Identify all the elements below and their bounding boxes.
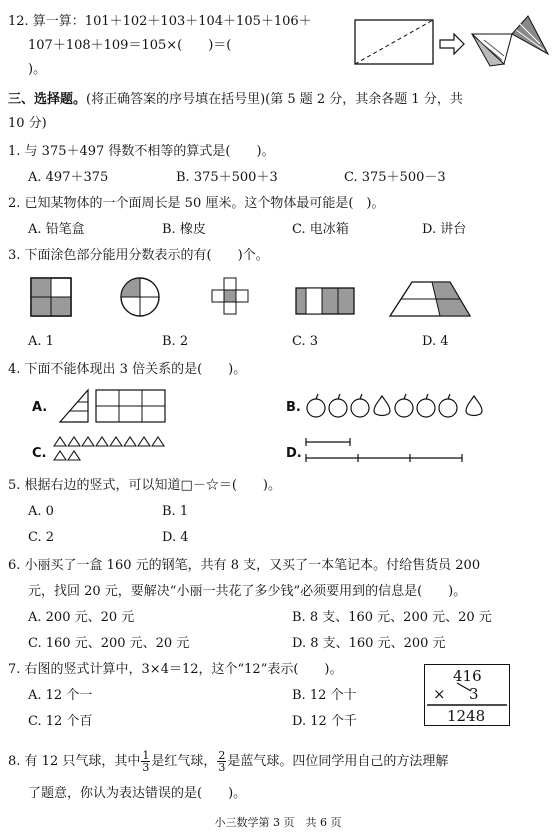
q8-text-mid: 是红气球，	[151, 753, 217, 769]
q3-option-b: B. 2	[162, 334, 189, 349]
q7-option-d: D. 12 个千	[292, 714, 357, 729]
q3-stem: 3. 下面涂色部分能用分数表示的有( )个。	[8, 248, 269, 263]
q8-fraction-blue-numerator: 2	[218, 749, 226, 762]
q1-option-b: B. 375＋500＋3	[176, 170, 278, 185]
q2-option-d: D. 讲台	[422, 222, 467, 237]
q3-shape-square	[31, 278, 71, 316]
q1-option-c: C. 375＋500－3	[344, 170, 446, 185]
q2-stem: 2. 已知某物体的一个面周长是 50 厘米。这个物体最可能是( )。	[8, 196, 385, 211]
q3-option-c: C. 3	[292, 334, 319, 349]
q4-b-fruits	[306, 392, 492, 420]
q3-shape-cross	[212, 278, 248, 314]
q5-option-d: D. 4	[162, 530, 189, 545]
q4-a-figure	[58, 388, 168, 426]
section3-title: 三、选择题。	[8, 92, 87, 107]
q3-shape-rectangle	[296, 288, 354, 314]
section3-desc: (将正确答案的序号填在括号里)(第 5 题 2 分，其余各题 1 分，共	[86, 92, 463, 107]
q12-line2: 107＋108＋109＝105×( )＝(	[28, 38, 258, 53]
page-footer: 小三数学第 3 页 共 6 页	[214, 816, 342, 829]
q8-text-pre: 8. 有 12 只气球，其中	[8, 753, 141, 769]
q2-option-b: B. 橡皮	[162, 222, 206, 237]
q3-option-a: A. 1	[28, 334, 54, 349]
q2-option-c: C. 电冰箱	[292, 222, 349, 237]
q5-option-b: B. 1	[162, 504, 189, 519]
q1-stem: 1. 与 375＋497 得数不相等的算式是( )。	[8, 144, 275, 159]
q8-fraction-blue-denominator: 3	[218, 761, 226, 774]
q5-stem: 5. 根据右边的竖式，可以知道□－☆＝( )。	[8, 478, 281, 493]
q12-rectangle-figure	[354, 14, 550, 70]
q8-text-post: 是蓝气球。四位同学用自己的方法理解	[227, 753, 449, 769]
section3-heading	[8, 92, 463, 108]
q6-option-c: C. 160 元、200 元、20 元	[28, 636, 190, 651]
q7-times-sign: ×	[433, 685, 446, 703]
q4-stem: 4. 下面不能体现出 3 倍关系的是( )。	[8, 362, 247, 377]
q4-c-triangles	[54, 436, 170, 464]
q6-line1: 6. 小丽买了一盒 160 元的钢笔，共有 8 支，又买了一本笔记本。付给售货员 200	[8, 558, 481, 573]
q12-line1: 12. 算一算：101＋102＋103＋104＋105＋106＋	[8, 14, 312, 29]
q3-option-d: D. 4	[422, 334, 449, 349]
q7-multiplicand: 416	[453, 667, 482, 685]
q8-fraction-red	[141, 750, 150, 773]
q7-multiplier: 3	[469, 685, 479, 703]
q3-shape-circle	[121, 278, 159, 316]
q6-line2: 元，找回 20 元，要解决“小丽一共花了多少钱”必须要用到的信息是( )。	[28, 584, 467, 599]
q4-label-b: B.	[286, 400, 301, 415]
section3-desc2: 10 分)	[8, 116, 47, 131]
q4-d-segments	[304, 434, 464, 464]
q8-fraction-red-numerator: 1	[142, 749, 150, 762]
q8-fraction-blue	[217, 750, 226, 773]
q7-option-b: B. 12 个十	[292, 688, 357, 703]
q7-stem: 7. 右图的竖式计算中，3×4＝12，这个“12”表示( )。	[8, 662, 343, 677]
q12-line3: )。	[28, 62, 47, 77]
q4-label-d: D.	[286, 446, 302, 461]
q5-option-c: C. 2	[28, 530, 55, 545]
q8-line2: 了题意，你认为表达错误的是( )。	[28, 786, 247, 801]
q6-option-d: D. 8 支、160 元、200 元	[292, 636, 446, 651]
q6-option-a: A. 200 元、20 元	[28, 610, 135, 625]
q3-shape-trapezoid	[388, 280, 472, 318]
q7-product: 1248	[447, 707, 486, 725]
q6-option-b: B. 8 支、160 元、200 元、20 元	[292, 610, 492, 625]
q7-vertical-calc-box	[424, 664, 510, 726]
q4-label-c: C.	[32, 446, 47, 461]
q3-shapes	[30, 276, 360, 320]
q2-option-a: A. 铅笔盒	[28, 222, 85, 237]
q7-option-c: C. 12 个百	[28, 714, 93, 729]
q8-fraction-red-denominator: 3	[142, 761, 150, 774]
q4-label-a: A.	[32, 400, 48, 415]
q7-option-a: A. 12 个一	[28, 688, 93, 703]
q5-option-a: A. 0	[28, 504, 54, 519]
q1-option-a: A. 497＋375	[28, 170, 109, 185]
q8-line1	[8, 750, 448, 773]
